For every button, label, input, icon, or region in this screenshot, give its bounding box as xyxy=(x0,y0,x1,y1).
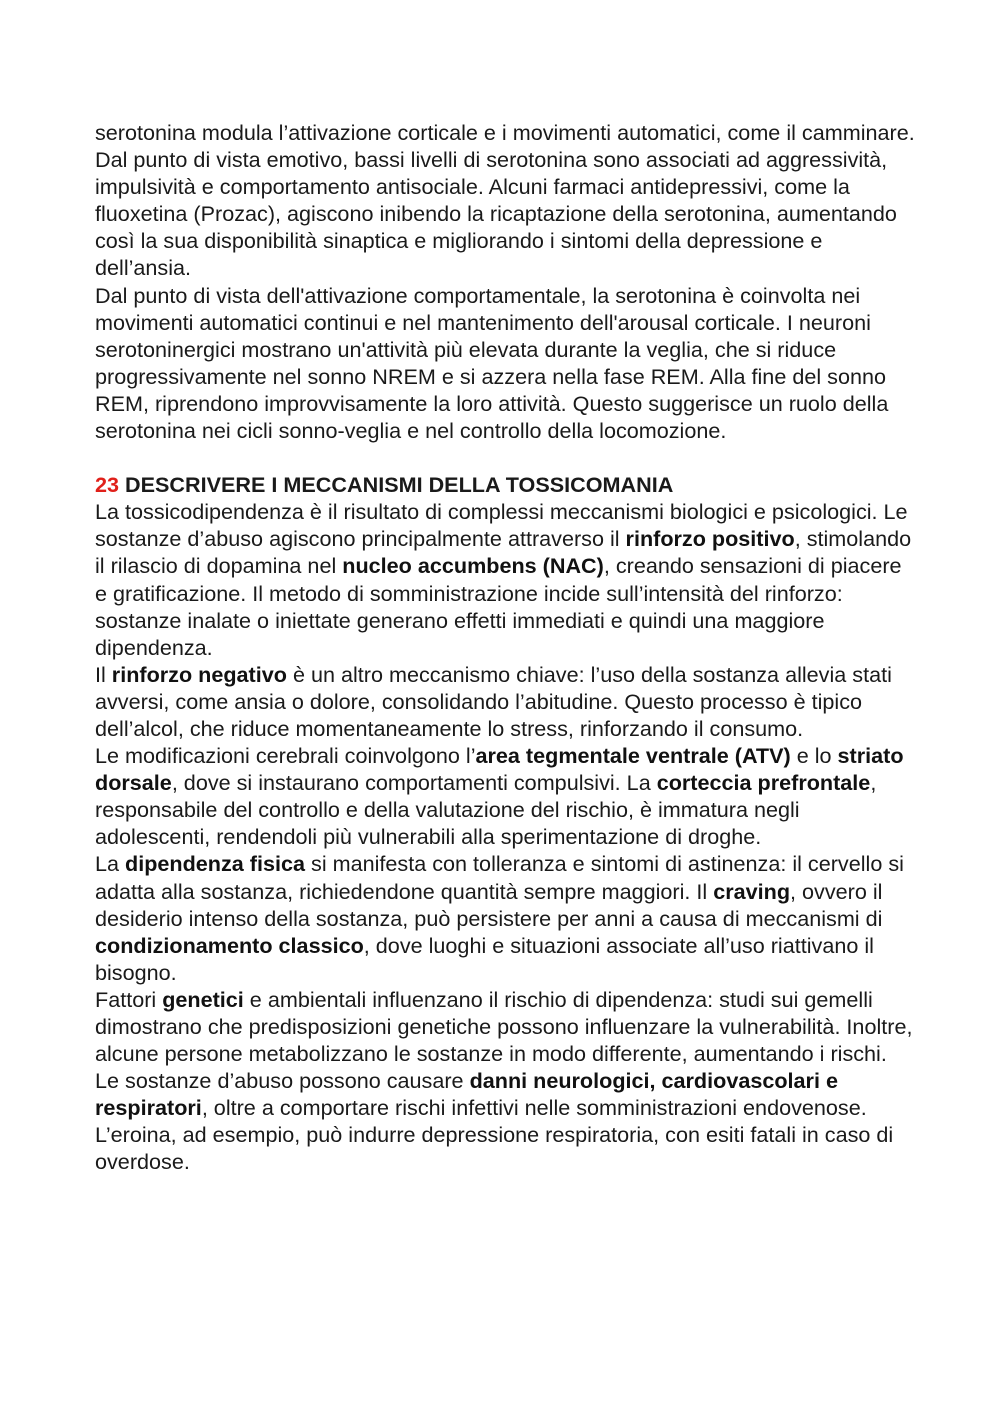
text-run: La xyxy=(95,851,126,877)
section-paragraph-2 xyxy=(95,661,915,742)
bold-term: dipendenza fisica xyxy=(125,851,306,877)
bold-term: rinforzo negativo xyxy=(111,661,287,687)
bold-term: craving xyxy=(713,878,791,904)
bold-term: danni neurologici, cardiovascolari e respiratori xyxy=(95,1068,838,1121)
section-spacer xyxy=(95,444,915,471)
text-run: si manifesta con tolleranza e sintomi di astinenza: il cervello si adatta alla sostanza, richiedendone quantità sempre maggiori. Il xyxy=(95,851,904,904)
section-paragraph-6 xyxy=(95,1067,915,1175)
bold-term: nucleo accumbens (NAC) xyxy=(342,553,604,579)
text-run: e ambientali influenzano il rischio di dipendenza: studi sui gemelli dimostrano che predisposizioni genetiche possono influenzare la vulnerabilità. Inoltre, alcune persone metabolizzano le sostanze in modo differente, aumentando i rischi. xyxy=(95,986,913,1067)
bold-term: area tegmentale ventrale (ATV) xyxy=(475,743,791,769)
intro-paragraph-2: Dal punto di vista emotivo, bassi livelli di serotonina sono associati ad aggressività, impulsività e comportamento antisociale. Alcuni farmaci antidepressivi, come la fluoxetina (Prozac), agiscono inibendo la ricaptazione della serotonina, aumentando così la sua disponibilità sinaptica e migliorando i sintomi della depressione e dell’ansia. xyxy=(95,147,897,281)
text-run: , oltre a comportare rischi infettivi nelle somministrazioni endovenose. L’eroina, ad esempio, può indurre depressione respiratoria, con esiti fatali in caso di overdose. xyxy=(95,1095,894,1175)
text-run: , responsabile del controllo e della valutazione del rischio, è immatura negli adolescenti, rendendoli più vulnerabili alla sperimentazione di droghe. xyxy=(95,770,877,850)
section-paragraph-5 xyxy=(95,986,915,1067)
text-run: , dove luoghi e situazioni associate all’uso riattivano il bisogno. xyxy=(95,932,874,985)
bold-term: corteccia prefrontale xyxy=(656,770,871,796)
text-run: , creando sensazioni di piacere e gratificazione. Il metodo di somministrazione incide sull’intensità del rinforzo: sostanze inalate o iniettate generano effetti immediati e quindi una maggiore dipendenza. xyxy=(95,553,902,660)
section-heading xyxy=(95,471,915,498)
text-run: La tossicodipendenza è il risultato di complessi meccanismi biologici e psicologici. Le sostanze d’abuso agiscono principalmente attraverso il xyxy=(95,499,908,552)
section-title: DESCRIVERE I MECCANISMI DELLA TOSSICOMANIA xyxy=(125,472,674,498)
section-paragraph-4 xyxy=(95,850,915,985)
text-run: Le modificazioni cerebrali coinvolgono l’ xyxy=(95,743,476,769)
text-run: , dove si instaurano comportamenti compulsivi. La xyxy=(171,770,657,796)
text-run: Le sostanze d’abuso possono causare xyxy=(95,1068,470,1094)
intro-paragraph-1: serotonina modula l’attivazione corticale e i movimenti automatici, come il camminare. xyxy=(95,120,915,145)
text-run: , ovvero il desiderio intenso della sostanza, può persistere per anni a causa di meccanismi di xyxy=(95,878,883,931)
bold-term: rinforzo positivo xyxy=(625,526,795,552)
text-run: è un altro meccanismo chiave: l’uso della sostanza allevia stati avversi, come ansia o dolore, consolidando l’abitudine. Questo processo è tipico dell’alcol, che riduce momentaneamente lo stress, rinforzando il consumo. xyxy=(95,661,892,741)
bold-term: condizionamento classico xyxy=(95,932,364,958)
document-page xyxy=(95,119,915,1176)
text-run: , stimolando il rilascio di dopamina nel xyxy=(95,526,912,579)
section-paragraph-1 xyxy=(95,498,915,661)
text-run: e lo xyxy=(790,743,838,769)
bold-term: striato dorsale xyxy=(95,743,904,796)
text-run: Il xyxy=(95,661,112,687)
section-paragraph-3 xyxy=(95,742,915,850)
section-number: 23 xyxy=(95,472,120,498)
bold-term: genetici xyxy=(162,986,244,1012)
text-run: Fattori xyxy=(95,986,163,1012)
intro-paragraph-3: Dal punto di vista dell'attivazione comportamentale, la serotonina è coinvolta nei movimenti automatici continui e nel mantenimento dell'arousal corticale. I neuroni serotoninergici mostrano un'attività più elevata durante la veglia, che si riduce progressivamente nel sonno NREM e si azzera nella fase REM. Alla fine del sonno REM, riprendono improvvisamente la loro attività. Questo suggerisce un ruolo della serotonina nei cicli sonno-veglia e nel controllo della locomozione. xyxy=(95,282,889,444)
